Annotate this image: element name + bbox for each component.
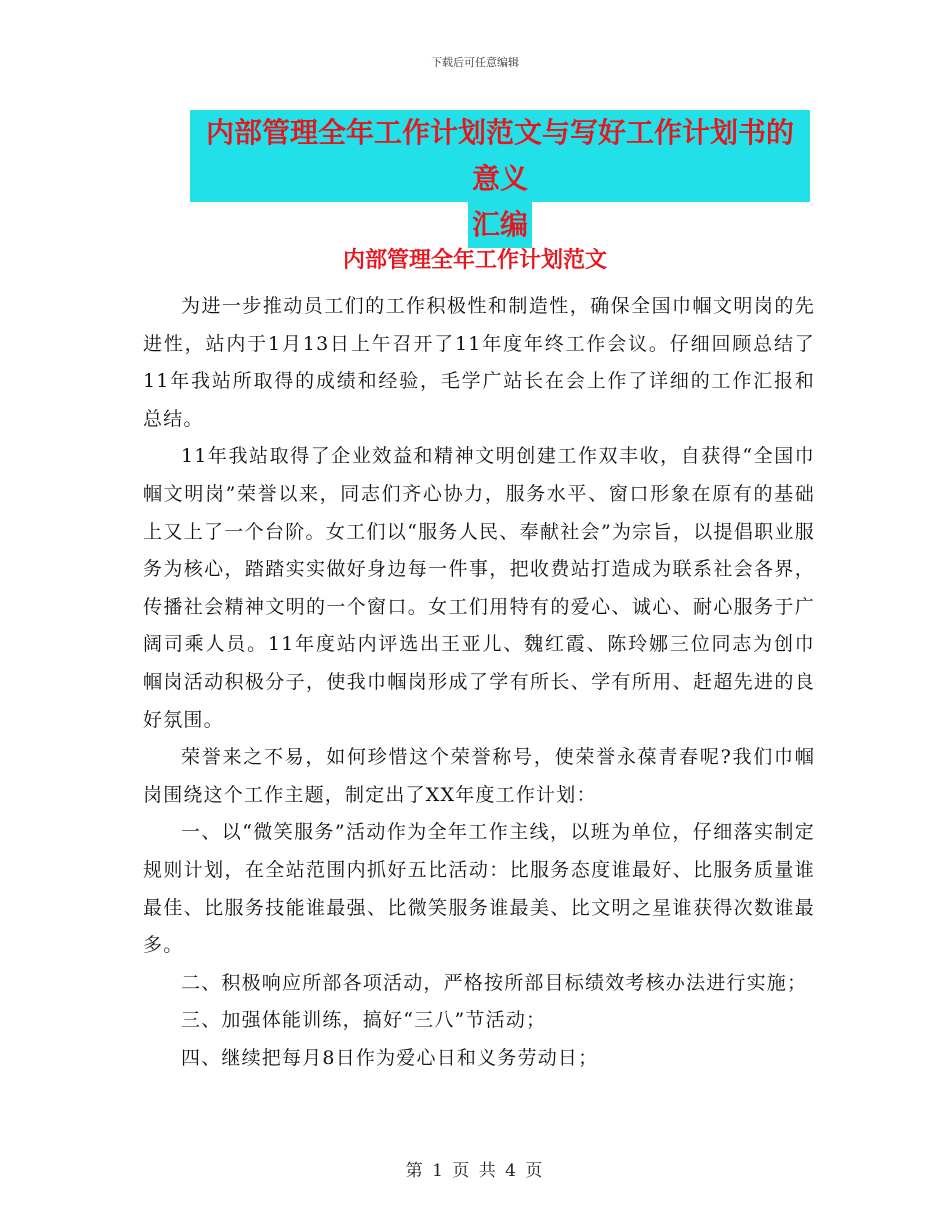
body-paragraph: 11年我站取得了企业效益和精神文明创建工作双丰收，自获得“全国巾帼文明岗”荣誉以来，同志们齐心协力，服务水平、窗口形象在原有的基础上又上了一个台阶。女工们以“服务人民、奉献社会”为宗旨，以提倡职业服务为核心，踏踏实实做好身边每一件事，把收费站打造成为联系社会各界，传播社会精神文明的一个窗口。女工们用特有的爱心、诚心、耐心服务于广阔司乘人员。11年度站内评选出王亚儿、魏红霞、陈玲娜三位同志为创巾帼岗活动积极分子，使我巾帼岗形成了学有所长、学有所用、赶超先进的良好氛围。 bbox=[143, 445, 815, 731]
body-paragraph: 三、加强体能训练，搞好“三八”节活动； bbox=[181, 1009, 547, 1032]
body-paragraph: 一、以“微笑服务”活动作为全年工作主线，以班为单位，仔细落实制定规则计划，在全站范围内抓好五比活动：比服务态度谁最好、比服务质量谁最佳、比服务技能谁最强、比微笑服务谁最美、比文明之星谁获得次数谁最多。 bbox=[143, 821, 815, 957]
document-body bbox=[143, 288, 815, 1077]
body-paragraph: 为进一步推动员工们的工作积极性和制造性，确保全国巾帼文明岗的先进性，站内于1月13日上午召开了11年度年终工作会议。仔细回顾总结了11年我站所取得的成绩和经验，毛学广站长在会上作了详细的工作汇报和总结。 bbox=[143, 295, 815, 430]
header-note: 下载后可任意编辑 bbox=[431, 56, 519, 69]
document-title-line-2: 汇编 bbox=[468, 202, 532, 248]
page-number-footer: 第 1 页 共 4 页 bbox=[405, 1161, 545, 1181]
document-title-line-1: 内部管理全年工作计划范文与写好工作计划书的意义 bbox=[190, 110, 810, 202]
body-paragraph: 四、继续把每月8日作为爱心日和义务劳动日； bbox=[181, 1046, 599, 1069]
document-title bbox=[190, 110, 810, 248]
section-title: 内部管理全年工作计划范文 bbox=[342, 248, 607, 273]
body-paragraph: 荣誉来之不易，如何珍惜这个荣誉称号，使荣誉永葆青春呢?我们巾帼岗围绕这个工作主题，制定出了XX年度工作计划： bbox=[143, 746, 815, 806]
body-paragraph: 二、积极响应所部各项活动，严格按所部目标绩效考核办法进行实施； bbox=[181, 971, 808, 994]
